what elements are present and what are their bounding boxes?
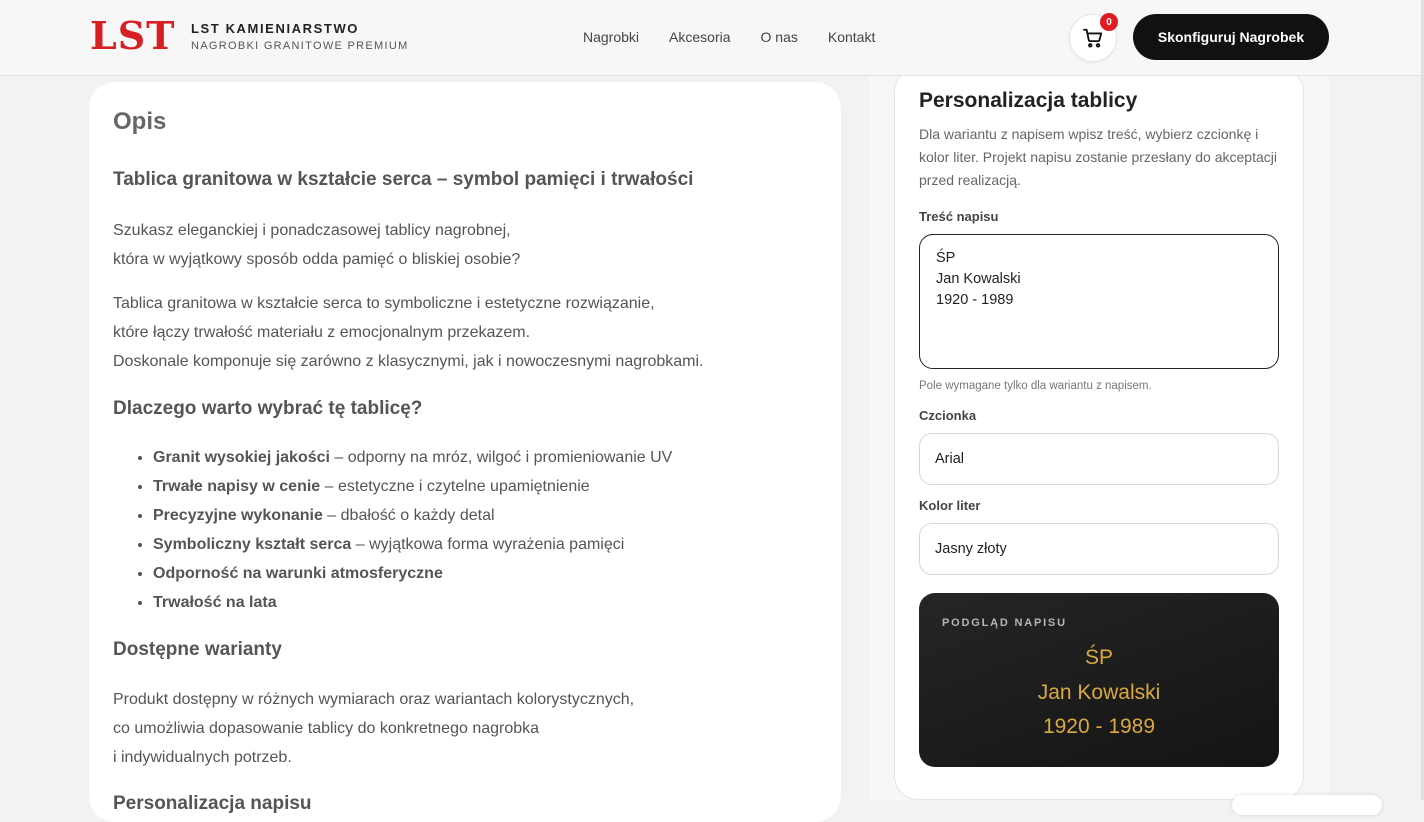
main-nav (583, 29, 875, 45)
description-heading: Personalizacja napisu (113, 793, 312, 814)
description-title: Opis (113, 108, 167, 135)
font-select-value: Arial (935, 451, 965, 467)
benefits-list (129, 443, 672, 617)
list-item: • Odporność na warunki atmosferyczne (153, 559, 672, 588)
personalization-title: Personalizacja tablicy (919, 89, 1138, 112)
list-item: • Trwałe napisy w cenie – estetyczne i czytelne upamiętnienie (153, 472, 672, 501)
preview-line: ŚP (1084, 646, 1113, 669)
nav-item-o-nas[interactable]: O nas (760, 29, 798, 45)
site-header (0, 0, 1422, 76)
description-heading: Dostępne warianty (113, 639, 282, 660)
letter-color-select-value: Jasny złoty (935, 541, 1007, 557)
paragraph-line: Szukasz eleganckiej i ponadczasowej tablicy nagrobnej, (113, 222, 511, 239)
font-select[interactable] (919, 433, 1279, 485)
list-item: • Precyzyjne wykonanie – dbałość o każdy detal (153, 501, 672, 530)
cart-icon (1082, 27, 1104, 49)
preview-label: PODGLĄD NAPISU (942, 617, 1067, 629)
cart-count-badge: 0 (1100, 13, 1118, 31)
floating-widget[interactable] (1232, 795, 1382, 815)
font-label: Czcionka (919, 408, 977, 423)
brand-name: LST KAMIENIARSTWO (191, 21, 360, 36)
list-item: • Symboliczny kształt serca – wyjątkowa forma wyrażenia pamięci (153, 530, 672, 559)
inscription-text-label: Treść napisu (919, 209, 999, 224)
paragraph-line: Tablica granitowa w kształcie serca to symboliczne i estetyczne rozwiązanie, (113, 295, 655, 312)
preview-line: 1920 - 1989 (1042, 715, 1156, 738)
personalization-card (894, 68, 1304, 800)
description-heading: Tablica granitowa w kształcie serca – symbol pamięci i trwałości (113, 169, 694, 190)
paragraph-line: która w wyjątkowy sposób odda pamięć o bliskiej osobie? (113, 251, 521, 268)
list-item: • Granit wysokiej jakości – odporny na mróz, wilgoć i promieniowanie UV (153, 443, 672, 472)
description-paragraph (113, 685, 634, 772)
inscription-preview (919, 593, 1279, 767)
paragraph-line: które łączy trwałość materiału z emocjonalnym przekazem. (113, 324, 531, 341)
sidebar-column (869, 76, 1329, 800)
logo[interactable]: LST (90, 13, 176, 58)
personalization-description: Dla wariantu z napisem wpisz treść, wybierz czcionkę i kolor liter. Projekt napisu zostanie przesłany do akceptacji przed realizacją. (919, 126, 1277, 188)
inscription-text-field[interactable] (919, 234, 1279, 369)
brand-tagline: NAGROBKI GRANITOWE PREMIUM (191, 40, 409, 52)
nav-item-nagrobki[interactable]: Nagrobki (583, 29, 640, 45)
letter-color-select[interactable] (919, 523, 1279, 575)
preview-text (919, 641, 1279, 745)
nav-item-akcesoria[interactable]: Akcesoria (669, 29, 731, 45)
nav-item-kontakt[interactable]: Kontakt (827, 29, 876, 45)
paragraph-line: co umożliwia dopasowanie tablicy do konkretnego nagrobka (113, 720, 540, 737)
paragraph-line: Produkt dostępny w różnych wymiarach oraz wariantach kolorystycznych, (113, 691, 635, 708)
cart-button[interactable] (1069, 14, 1117, 62)
paragraph-line: i indywidualnych potrzeb. (113, 749, 292, 766)
description-paragraph (113, 216, 520, 274)
preview-line: Jan Kowalski (1037, 680, 1161, 704)
description-heading: Dlaczego warto wybrać tę tablicę? (113, 398, 423, 419)
inscription-hint: Pole wymagane tylko dla wariantu z napisem. (919, 380, 1152, 392)
configure-tombstone-button[interactable]: Skonfiguruj Nagrobek (1133, 14, 1329, 60)
list-item: • Trwałość na lata (153, 588, 672, 617)
letter-color-label: Kolor liter (919, 498, 981, 513)
description-paragraph (113, 289, 703, 376)
paragraph-line: Doskonale komponuje się zarówno z klasycznymi, jak i nowoczesnymi nagrobkami. (113, 353, 704, 370)
description-card (89, 82, 841, 822)
